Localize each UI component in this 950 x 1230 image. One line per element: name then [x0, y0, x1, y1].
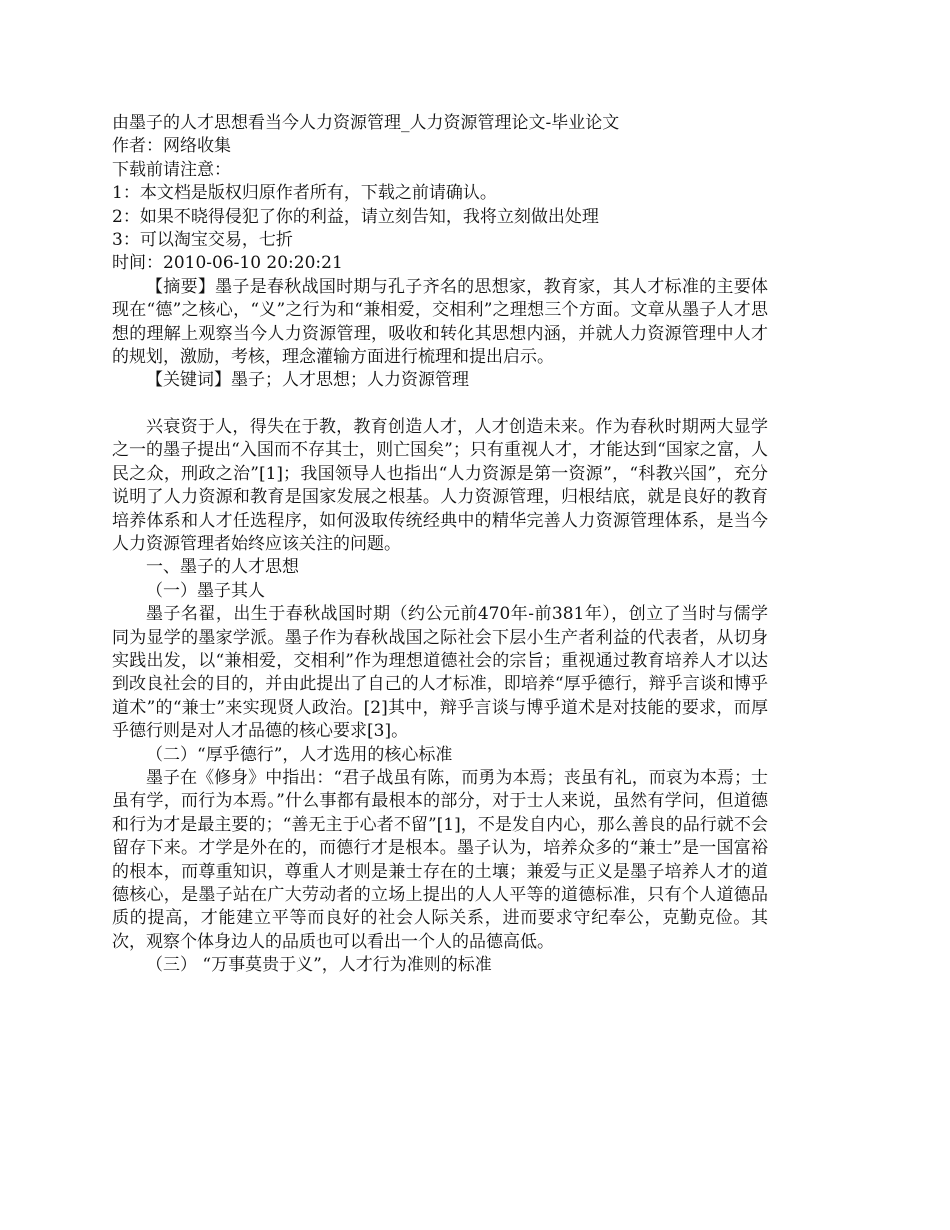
document-title: 由墨子的人才思想看当今人力资源管理_人力资源管理论文-毕业论文 [112, 113, 620, 133]
notice-item-1: 1：本文档是版权归原作者所有，下载之前请确认。 [112, 183, 497, 204]
timestamp-line: 时间：2010-06-10 20:20:21 [112, 253, 343, 274]
intro-paragraph: 兴衰资于人，得失在于教，教育创造人才，人才创造未来。作为春秋时期两大显学之一的墨子提出“入国而不存其士，则亡国矣”；只有重视人才，才能达到“国家之富，人民之众，刑政之治”[1]；我国领导人也指出“人力资源是第一资源”，“科教兴国”，充分说明了人力资源和教育是国家发展之根基。人力资源管理，归根结底，就是良好的教育培养体系和人才任选程序，如何汲取传统经典中的精华完善人力资源管理体系，是当今人力资源管理者始终应该关注的问题。 [112, 416, 768, 554]
document-page [112, 112, 768, 978]
abstract-paragraph: 【摘要】墨子是春秋战国时期与孔子齐名的思想家，教育家，其人才标准的主要体现在“德”之核心，“义”之行为和“兼相爱，交相利”之理想三个方面。文章从墨子人才思想的理解上观察当今人力资源管理，吸收和转化其思想内涵，并就人力资源管理中人才的规划，激励，考核，理念灌输方面进行梳理和提出启示。 [112, 276, 768, 368]
body-paragraph-1: 墨子名翟，出生于春秋战国时期（约公元前470年-前381年），创立了当时与儒学同为显学的墨家学派。墨子作为春秋战国之际社会下层小生产者利益的代表者，从切身实践出发，以“兼相爱，交相利”作为理想道德社会的宗旨；重视通过教育培养人才以达到改良社会的目的，并由此提出了自己的人才标准，即培养“厚乎德行，辩乎言谈和博乎道术”的“兼士”来实现贤人政治。[2]其中，辩乎言谈与博乎道术是对技能的要求，而厚乎德行则是对人才品德的核心要求[3]。 [112, 604, 768, 742]
keywords-paragraph: 【关键词】墨子；人才思想；人力资源管理 [146, 370, 469, 391]
subsection-heading-2: （二）“厚乎德行”，人才选用的核心标准 [146, 744, 453, 765]
subsection-heading-3: （三） “万事莫贵于义”，人才行为准则的标准 [146, 955, 492, 976]
notice-item-2: 2：如果不晓得侵犯了你的利益，请立刻告知，我将立刻做出处理 [112, 206, 599, 227]
notice-item-3: 3：可以淘宝交易，七折 [112, 230, 293, 251]
notice-title: 下载前请注意： [112, 159, 231, 180]
subsection-heading-1: （一）墨子其人 [146, 580, 265, 601]
section-heading-1: 一、墨子的人才思想 [146, 557, 299, 578]
paragraph-gap [112, 393, 768, 416]
author-line: 作者：网络收集 [112, 136, 231, 157]
body-paragraph-2: 墨子在《修身》中指出：“君子战虽有陈，而勇为本焉；丧虽有礼，而哀为本焉；士虽有学，而行为本焉。”什么事都有最根本的部分，对于士人来说，虽然有学问，但道德和行为才是最主要的；“善无主于心者不留”[1]，不是发自内心，那么善良的品行就不会留存下来。才学是外在的，而德行才是根本。墨子认为，培养众多的“兼士”是一国富裕的根本，而尊重知识，尊重人才则是兼士存在的土壤；兼爱与正义是墨子培养人才的道德核心，是墨子站在广大劳动者的立场上提出的人人平等的道德标准，只有个人道德品质的提高，才能建立平等而良好的社会人际关系，进而要求守纪奉公，克勤克俭。其次，观察个体身边人的品质也可以看出一个人的品德高低。 [112, 767, 768, 952]
